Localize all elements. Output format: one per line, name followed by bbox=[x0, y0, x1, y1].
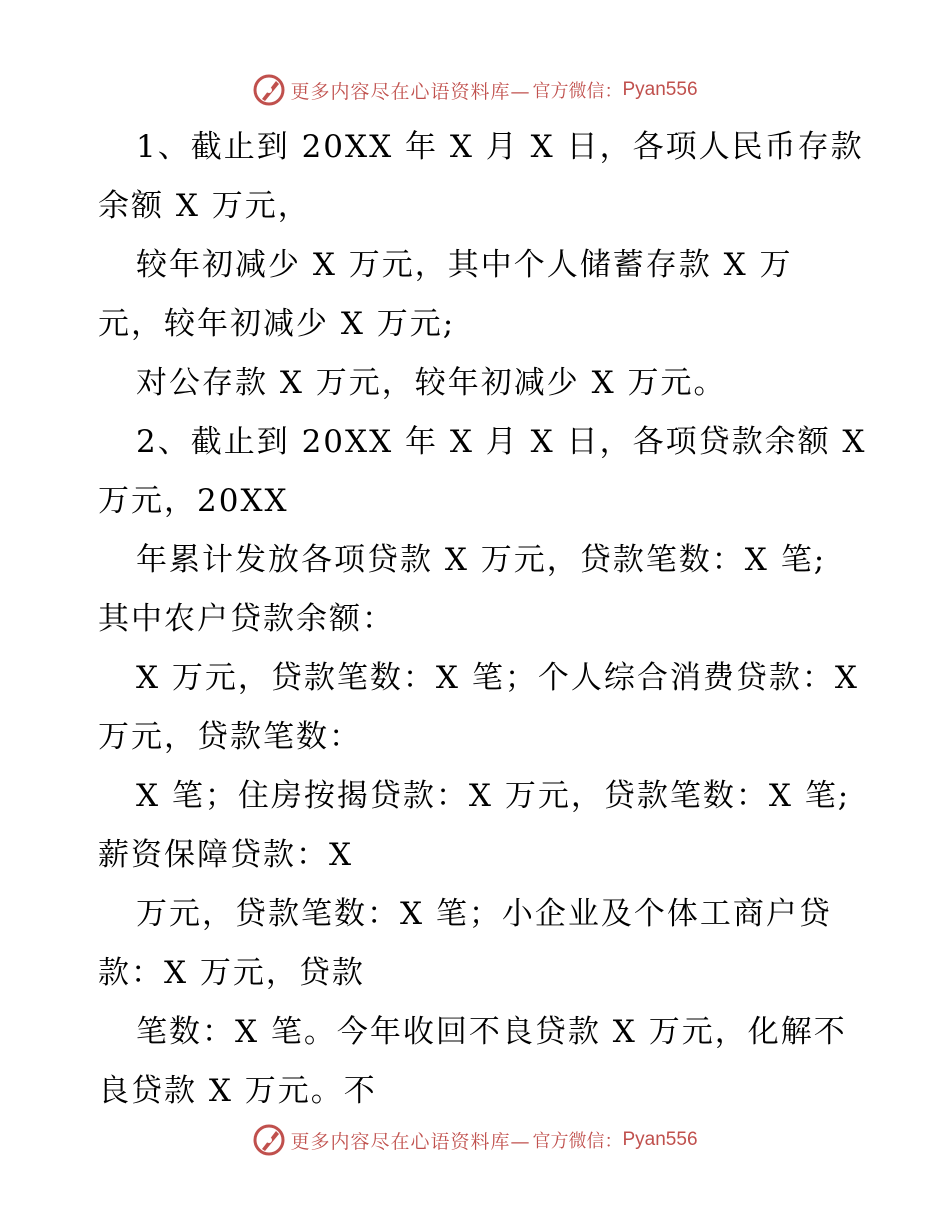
banner-promo-text: 更多内容尽在心语资料库— bbox=[290, 80, 531, 103]
text-line: 万元，贷款笔数： bbox=[98, 719, 362, 755]
text-line: 2、截止到 20XX 年 X 月 X 日，各项贷款余额 X bbox=[136, 424, 867, 460]
text-line: 万元，20XX bbox=[98, 483, 289, 519]
text-line: 笔数：X 笔。今年收回不良贷款 X 万元，化解不 bbox=[136, 1014, 847, 1050]
banner-wechat-label: 官方微信： bbox=[532, 81, 623, 102]
text-line: X 万元，贷款笔数：X 笔；个人综合消费贷款：X bbox=[136, 660, 859, 696]
text-line: 薪资保障贷款：X bbox=[98, 837, 354, 873]
document-body bbox=[98, 118, 867, 1121]
text-line: 1、截止到 20XX 年 X 月 X 日，各项人民币存款 bbox=[136, 129, 864, 165]
text-line: 万元，贷款笔数：X 笔；小企业及个体工商户贷 bbox=[136, 896, 832, 932]
header-banner bbox=[0, 70, 950, 110]
text-line: 年累计发放各项贷款 X 万元，贷款笔数：X 笔; bbox=[136, 542, 827, 578]
banner-wechat-label: 官方微信： bbox=[532, 1131, 623, 1152]
text-line: 其中农户贷款余额： bbox=[98, 601, 395, 637]
banner-wechat-id: Pyan556 bbox=[622, 79, 698, 100]
footer-banner bbox=[0, 1120, 950, 1160]
text-line: 较年初减少 X 万元，其中个人储蓄存款 X 万 bbox=[136, 247, 793, 283]
banner-wechat-id: Pyan556 bbox=[622, 1129, 698, 1150]
text-line: 良贷款 X 万元。不 bbox=[98, 1073, 377, 1109]
banner-promo-text: 更多内容尽在心语资料库— bbox=[290, 1130, 531, 1153]
text-line: X 笔；住房按揭贷款：X 万元，贷款笔数：X 笔; bbox=[136, 778, 851, 814]
text-line: 对公存款 X 万元，较年初减少 X 万元。 bbox=[136, 365, 727, 401]
quill-logo-icon bbox=[252, 1123, 286, 1157]
text-line: 元，较年初减少 X 万元; bbox=[98, 306, 456, 342]
text-line: 款：X 万元，贷款 bbox=[98, 955, 365, 991]
quill-logo-icon bbox=[252, 73, 286, 107]
text-line: 余额 X 万元， bbox=[98, 188, 311, 224]
